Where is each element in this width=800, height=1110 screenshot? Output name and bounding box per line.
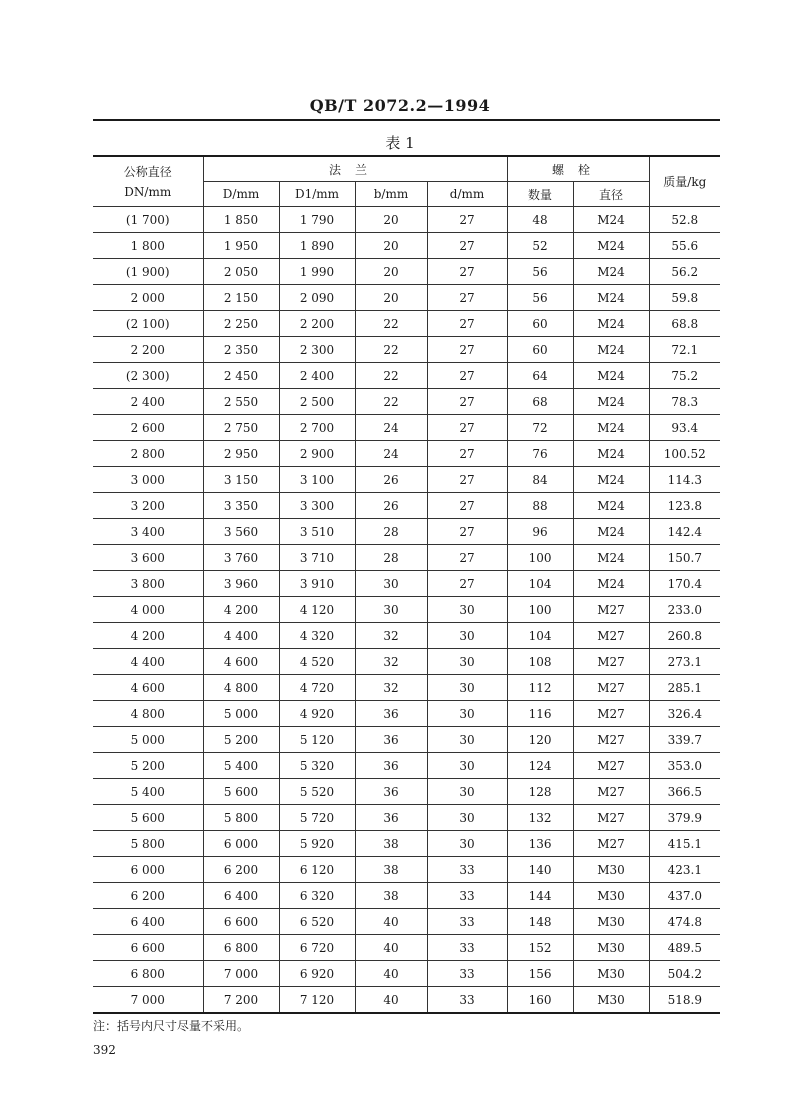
- table-row: [93, 389, 720, 415]
- flange-D-cell: 6 200: [203, 857, 279, 883]
- nominal-diameter-cell: 4 800: [93, 701, 203, 727]
- flange-b-cell: 30: [355, 571, 427, 597]
- nominal-diameter-cell: 6 600: [93, 935, 203, 961]
- flange-b-cell: 40: [355, 961, 427, 987]
- nominal-diameter-cell: 3 600: [93, 545, 203, 571]
- nominal-diameter-cell: 5 200: [93, 753, 203, 779]
- table-row: [93, 311, 720, 337]
- flange-d-cell: 30: [427, 623, 507, 649]
- table-row: [93, 831, 720, 857]
- bolt-diameter-cell: M24: [573, 285, 649, 311]
- flange-d-cell: 27: [427, 415, 507, 441]
- mass-cell: 489.5: [649, 935, 720, 961]
- table-row: [93, 987, 720, 1014]
- bolt-diameter-cell: M24: [573, 207, 649, 233]
- mass-cell: 59.8: [649, 285, 720, 311]
- flange-d-cell: 30: [427, 597, 507, 623]
- flange-D-cell: 2 150: [203, 285, 279, 311]
- bolt-diameter-cell: M24: [573, 233, 649, 259]
- flange-d-cell: 27: [427, 285, 507, 311]
- flange-d-cell: 27: [427, 337, 507, 363]
- flange-D1-cell: 5 120: [279, 727, 355, 753]
- flange-d-cell: 33: [427, 987, 507, 1014]
- flange-D-cell: 5 800: [203, 805, 279, 831]
- bolt-count-cell: 104: [507, 571, 573, 597]
- table-row: [93, 415, 720, 441]
- table-row: [93, 649, 720, 675]
- bolt-count-cell: 148: [507, 909, 573, 935]
- mass-cell: 68.8: [649, 311, 720, 337]
- nominal-diameter-cell: (1 700): [93, 207, 203, 233]
- table-row: [93, 909, 720, 935]
- table-row: [93, 467, 720, 493]
- mass-cell: 75.2: [649, 363, 720, 389]
- flange-D-cell: 4 200: [203, 597, 279, 623]
- flange-D-cell: 2 550: [203, 389, 279, 415]
- bolt-count-cell: 56: [507, 259, 573, 285]
- bolt-count-cell: 116: [507, 701, 573, 727]
- nominal-diameter-cell: 7 000: [93, 987, 203, 1014]
- flange-b-cell: 40: [355, 935, 427, 961]
- flange-b-cell: 38: [355, 857, 427, 883]
- bolt-count-cell: 112: [507, 675, 573, 701]
- flange-d-cell: 30: [427, 805, 507, 831]
- mass-cell: 55.6: [649, 233, 720, 259]
- page-number: 392: [93, 1043, 116, 1057]
- table-row: [93, 441, 720, 467]
- bolt-diameter-cell: M30: [573, 987, 649, 1014]
- flange-D1-cell: 6 320: [279, 883, 355, 909]
- table-row: [93, 753, 720, 779]
- table-row: [93, 701, 720, 727]
- flange-D1-cell: 1 890: [279, 233, 355, 259]
- table-row: [93, 571, 720, 597]
- flange-D-cell: 5 000: [203, 701, 279, 727]
- table-row: [93, 259, 720, 285]
- bolt-diameter-cell: M27: [573, 675, 649, 701]
- nominal-diameter-cell: 5 000: [93, 727, 203, 753]
- flange-D1-cell: 4 320: [279, 623, 355, 649]
- flange-d-cell: 30: [427, 727, 507, 753]
- mass-cell: 170.4: [649, 571, 720, 597]
- bolt-count-cell: 48: [507, 207, 573, 233]
- mass-cell: 78.3: [649, 389, 720, 415]
- flange-d-cell: 33: [427, 961, 507, 987]
- mass-cell: 518.9: [649, 987, 720, 1014]
- flange-D-cell: 7 200: [203, 987, 279, 1014]
- mass-cell: 285.1: [649, 675, 720, 701]
- flange-D-cell: 3 560: [203, 519, 279, 545]
- bolt-count-cell: 96: [507, 519, 573, 545]
- flange-D-cell: 1 850: [203, 207, 279, 233]
- flange-d-cell: 27: [427, 467, 507, 493]
- flange-b-cell: 36: [355, 779, 427, 805]
- bolt-count-cell: 76: [507, 441, 573, 467]
- flange-b-cell: 36: [355, 805, 427, 831]
- table-row: [93, 935, 720, 961]
- flange-b-cell: 36: [355, 753, 427, 779]
- flange-d-cell: 27: [427, 545, 507, 571]
- bolt-count-cell: 144: [507, 883, 573, 909]
- table-row: [93, 285, 720, 311]
- bolt-group-header: 螺栓: [507, 156, 649, 182]
- nominal-diameter-cell: 4 200: [93, 623, 203, 649]
- table-row: [93, 727, 720, 753]
- bolt-diameter-cell: M30: [573, 883, 649, 909]
- flange-D-cell: 6 400: [203, 883, 279, 909]
- mass-cell: 415.1: [649, 831, 720, 857]
- nominal-diameter-cell: 6 800: [93, 961, 203, 987]
- flange-D-cell: 6 000: [203, 831, 279, 857]
- flange-d-cell: 27: [427, 571, 507, 597]
- flange-D1-cell: 2 500: [279, 389, 355, 415]
- flange-d-cell: 30: [427, 675, 507, 701]
- flange-D-cell: 4 400: [203, 623, 279, 649]
- mass-cell: 326.4: [649, 701, 720, 727]
- bolt-count-cell: 84: [507, 467, 573, 493]
- flange-d-cell: 27: [427, 311, 507, 337]
- table-row: [93, 779, 720, 805]
- nominal-diameter-cell: 3 400: [93, 519, 203, 545]
- bolt-count-cell: 64: [507, 363, 573, 389]
- flange-D1-cell: 2 300: [279, 337, 355, 363]
- flange-b-cell: 32: [355, 649, 427, 675]
- nominal-diameter-cell: 5 600: [93, 805, 203, 831]
- flange-d-cell: 27: [427, 363, 507, 389]
- bolt-diameter-cell: M24: [573, 389, 649, 415]
- bolt-diameter-cell: M24: [573, 545, 649, 571]
- flange-b-cell: 20: [355, 259, 427, 285]
- nominal-diameter-cell: 2 600: [93, 415, 203, 441]
- bolt-diameter-cell: M27: [573, 649, 649, 675]
- bolt-diameter-cell: M27: [573, 831, 649, 857]
- bolt-count-cell: 104: [507, 623, 573, 649]
- mass-cell: 123.8: [649, 493, 720, 519]
- flange-d-cell: 27: [427, 493, 507, 519]
- flange-D-cell: 5 400: [203, 753, 279, 779]
- flange-D1-cell: 3 300: [279, 493, 355, 519]
- flange-D-cell: 6 800: [203, 935, 279, 961]
- bolt-count-cell: 100: [507, 545, 573, 571]
- flange-D-cell: 2 950: [203, 441, 279, 467]
- flange-D1-cell: 2 200: [279, 311, 355, 337]
- flange-D-cell: 4 600: [203, 649, 279, 675]
- mass-cell: 353.0: [649, 753, 720, 779]
- table-row: [93, 883, 720, 909]
- flange-D1-cell: 4 720: [279, 675, 355, 701]
- table-row: [93, 805, 720, 831]
- mass-cell: 114.3: [649, 467, 720, 493]
- flange-D1-cell: 4 520: [279, 649, 355, 675]
- flange-D-cell: 2 350: [203, 337, 279, 363]
- nominal-diameter-cell: (1 900): [93, 259, 203, 285]
- bolt-diameter-cell: M24: [573, 259, 649, 285]
- flange-D1-cell: 5 320: [279, 753, 355, 779]
- bolt-diameter-cell: M27: [573, 623, 649, 649]
- bolt-count-cell: 56: [507, 285, 573, 311]
- flange-D1-cell: 2 700: [279, 415, 355, 441]
- nominal-diameter-cell: 4 400: [93, 649, 203, 675]
- bolt-count-cell: 52: [507, 233, 573, 259]
- mass-cell: 504.2: [649, 961, 720, 987]
- bolt-diameter-cell: M24: [573, 311, 649, 337]
- flange-d-cell: 27: [427, 259, 507, 285]
- flange-D-cell: 7 000: [203, 961, 279, 987]
- flange-D1-cell: 6 120: [279, 857, 355, 883]
- bolt-diameter-cell: M27: [573, 597, 649, 623]
- nominal-diameter-cell: 5 800: [93, 831, 203, 857]
- flange-D1-cell: 5 520: [279, 779, 355, 805]
- bolt-diameter-cell: M24: [573, 441, 649, 467]
- bolt-diameter-cell: M24: [573, 571, 649, 597]
- nominal-diameter-cell: (2 100): [93, 311, 203, 337]
- table-row: [93, 857, 720, 883]
- flange-D-cell: 3 150: [203, 467, 279, 493]
- bolt-count-cell: 124: [507, 753, 573, 779]
- bolt-count-cell: 152: [507, 935, 573, 961]
- mass-cell: 366.5: [649, 779, 720, 805]
- nominal-diameter-cell: 2 800: [93, 441, 203, 467]
- flange-b-cell: 22: [355, 311, 427, 337]
- bolt-count-cell: 132: [507, 805, 573, 831]
- table-row: [93, 233, 720, 259]
- nominal-diameter-cell: 3 200: [93, 493, 203, 519]
- flange-D-cell: 4 800: [203, 675, 279, 701]
- flange-D-cell: 3 350: [203, 493, 279, 519]
- table-row: [93, 623, 720, 649]
- nominal-diameter-cell: 2 200: [93, 337, 203, 363]
- mass-cell: 233.0: [649, 597, 720, 623]
- flange-b-cell: 40: [355, 909, 427, 935]
- table-body: [93, 207, 720, 1014]
- flange-D1-cell: 7 120: [279, 987, 355, 1014]
- bolt-count-header: 数量: [507, 182, 573, 207]
- flange-D1-cell: 6 920: [279, 961, 355, 987]
- mass-cell: 474.8: [649, 909, 720, 935]
- table-row: [93, 337, 720, 363]
- flange-b-cell: 28: [355, 519, 427, 545]
- flange-b-cell: 20: [355, 207, 427, 233]
- bolt-diameter-cell: M24: [573, 467, 649, 493]
- flange-b-cell: 24: [355, 441, 427, 467]
- flange-d-cell: 30: [427, 831, 507, 857]
- bolt-count-cell: 60: [507, 337, 573, 363]
- flange-D1-cell: 3 510: [279, 519, 355, 545]
- nominal-diameter-cell: 4 000: [93, 597, 203, 623]
- bolt-count-cell: 88: [507, 493, 573, 519]
- flange-b-cell: 24: [355, 415, 427, 441]
- header-row-top: [93, 156, 720, 182]
- nominal-diameter-unit: DN/mm: [124, 184, 172, 199]
- flange-D-cell: 2 750: [203, 415, 279, 441]
- bolt-diameter-cell: M27: [573, 753, 649, 779]
- nominal-diameter-label: 公称直径: [123, 164, 172, 179]
- flange-D1-cell: 2 400: [279, 363, 355, 389]
- table-row: [93, 207, 720, 233]
- flange-D1-cell: 5 920: [279, 831, 355, 857]
- table-note: 注：括号内尺寸尽量不采用。: [93, 1019, 250, 1033]
- table-row: [93, 363, 720, 389]
- flange-b-cell: 26: [355, 493, 427, 519]
- bolt-diameter-cell: M24: [573, 519, 649, 545]
- flange-d-cell: 33: [427, 857, 507, 883]
- mass-cell: 56.2: [649, 259, 720, 285]
- bolt-diameter-cell: M24: [573, 415, 649, 441]
- flange-d-cell: 27: [427, 519, 507, 545]
- mass-cell: 142.4: [649, 519, 720, 545]
- flange-b-cell: 38: [355, 831, 427, 857]
- flange-d-cell: 30: [427, 701, 507, 727]
- flange-d-cell: 30: [427, 649, 507, 675]
- mass-cell: 72.1: [649, 337, 720, 363]
- flange-D-cell: 3 760: [203, 545, 279, 571]
- bolt-diameter-cell: M24: [573, 363, 649, 389]
- bolt-count-cell: 128: [507, 779, 573, 805]
- bolt-diameter-cell: M30: [573, 909, 649, 935]
- flange-b-cell: 22: [355, 363, 427, 389]
- mass-header: 质量/kg: [649, 156, 720, 207]
- mass-cell: 100.52: [649, 441, 720, 467]
- bolt-count-cell: 156: [507, 961, 573, 987]
- flange-b-cell: 20: [355, 285, 427, 311]
- mass-cell: 93.4: [649, 415, 720, 441]
- table-row: [93, 545, 720, 571]
- bolt-diameter-cell: M27: [573, 805, 649, 831]
- flange-d-cell: 27: [427, 207, 507, 233]
- flange-d-cell: 30: [427, 753, 507, 779]
- mass-cell: 260.8: [649, 623, 720, 649]
- flange-d-cell: 27: [427, 441, 507, 467]
- flange-b-cell: 30: [355, 597, 427, 623]
- flange-d-cell: 27: [427, 233, 507, 259]
- nominal-diameter-header: [93, 156, 203, 207]
- table-title: 表 1: [385, 134, 415, 152]
- bolt-count-cell: 68: [507, 389, 573, 415]
- bolt-diameter-cell: M24: [573, 337, 649, 363]
- flange-b-cell: 36: [355, 701, 427, 727]
- bolt-count-cell: 160: [507, 987, 573, 1014]
- flange-b-cell: 40: [355, 987, 427, 1014]
- flange-b-cell: 22: [355, 389, 427, 415]
- flange-D1-cell: 2 900: [279, 441, 355, 467]
- flange-d-header: d/mm: [427, 182, 507, 207]
- bolt-diameter-header: 直径: [573, 182, 649, 207]
- flange-D-cell: 5 600: [203, 779, 279, 805]
- flange-D-cell: 2 050: [203, 259, 279, 285]
- table-row: [93, 519, 720, 545]
- nominal-diameter-cell: 2 000: [93, 285, 203, 311]
- bolt-diameter-cell: M27: [573, 727, 649, 753]
- flange-b-cell: 38: [355, 883, 427, 909]
- nominal-diameter-cell: 6 000: [93, 857, 203, 883]
- flange-D-cell: 2 250: [203, 311, 279, 337]
- flange-d-cell: 33: [427, 935, 507, 961]
- bolt-count-cell: 72: [507, 415, 573, 441]
- nominal-diameter-cell: 5 400: [93, 779, 203, 805]
- bolt-diameter-cell: M30: [573, 935, 649, 961]
- flange-D1-cell: 2 090: [279, 285, 355, 311]
- nominal-diameter-cell: 6 200: [93, 883, 203, 909]
- flange-spec-table: [93, 155, 720, 1014]
- nominal-diameter-cell: 6 400: [93, 909, 203, 935]
- nominal-diameter-cell: 2 400: [93, 389, 203, 415]
- flange-b-header: b/mm: [355, 182, 427, 207]
- flange-b-cell: 22: [355, 337, 427, 363]
- mass-cell: 437.0: [649, 883, 720, 909]
- flange-D-cell: 3 960: [203, 571, 279, 597]
- mass-cell: 379.9: [649, 805, 720, 831]
- flange-group-header: 法兰: [203, 156, 507, 182]
- flange-b-cell: 32: [355, 675, 427, 701]
- bolt-count-cell: 108: [507, 649, 573, 675]
- mass-cell: 52.8: [649, 207, 720, 233]
- flange-D-header: D/mm: [203, 182, 279, 207]
- flange-D1-header: D1/mm: [279, 182, 355, 207]
- nominal-diameter-cell: 4 600: [93, 675, 203, 701]
- flange-D1-cell: 1 790: [279, 207, 355, 233]
- flange-d-cell: 27: [427, 389, 507, 415]
- flange-b-cell: 36: [355, 727, 427, 753]
- flange-d-cell: 30: [427, 779, 507, 805]
- bolt-diameter-cell: M30: [573, 961, 649, 987]
- flange-D-cell: 6 600: [203, 909, 279, 935]
- header-rule: [93, 119, 720, 121]
- nominal-diameter-cell: 3 000: [93, 467, 203, 493]
- mass-cell: 339.7: [649, 727, 720, 753]
- flange-D1-cell: 4 120: [279, 597, 355, 623]
- flange-D1-cell: 1 990: [279, 259, 355, 285]
- nominal-diameter-cell: 3 800: [93, 571, 203, 597]
- mass-cell: 423.1: [649, 857, 720, 883]
- table-row: [93, 675, 720, 701]
- flange-d-cell: 33: [427, 909, 507, 935]
- bolt-count-cell: 136: [507, 831, 573, 857]
- flange-b-cell: 26: [355, 467, 427, 493]
- bolt-diameter-cell: M30: [573, 857, 649, 883]
- flange-d-cell: 33: [427, 883, 507, 909]
- nominal-diameter-cell: 1 800: [93, 233, 203, 259]
- flange-D1-cell: 6 520: [279, 909, 355, 935]
- nominal-diameter-cell: (2 300): [93, 363, 203, 389]
- flange-D1-cell: 6 720: [279, 935, 355, 961]
- bolt-diameter-cell: M27: [573, 701, 649, 727]
- bolt-count-cell: 120: [507, 727, 573, 753]
- bolt-count-cell: 60: [507, 311, 573, 337]
- bolt-diameter-cell: M27: [573, 779, 649, 805]
- flange-b-cell: 32: [355, 623, 427, 649]
- flange-D1-cell: 3 910: [279, 571, 355, 597]
- standard-code-header: QB/T 2072.2—1994: [309, 96, 491, 115]
- bolt-diameter-cell: M24: [573, 493, 649, 519]
- table-row: [93, 493, 720, 519]
- flange-D1-cell: 5 720: [279, 805, 355, 831]
- bolt-count-cell: 100: [507, 597, 573, 623]
- table-row: [93, 961, 720, 987]
- flange-D-cell: 1 950: [203, 233, 279, 259]
- table-row: [93, 597, 720, 623]
- flange-D1-cell: 3 100: [279, 467, 355, 493]
- bolt-count-cell: 140: [507, 857, 573, 883]
- flange-D-cell: 5 200: [203, 727, 279, 753]
- mass-cell: 150.7: [649, 545, 720, 571]
- flange-D1-cell: 3 710: [279, 545, 355, 571]
- flange-D1-cell: 4 920: [279, 701, 355, 727]
- flange-D-cell: 2 450: [203, 363, 279, 389]
- flange-b-cell: 28: [355, 545, 427, 571]
- flange-b-cell: 20: [355, 233, 427, 259]
- mass-cell: 273.1: [649, 649, 720, 675]
